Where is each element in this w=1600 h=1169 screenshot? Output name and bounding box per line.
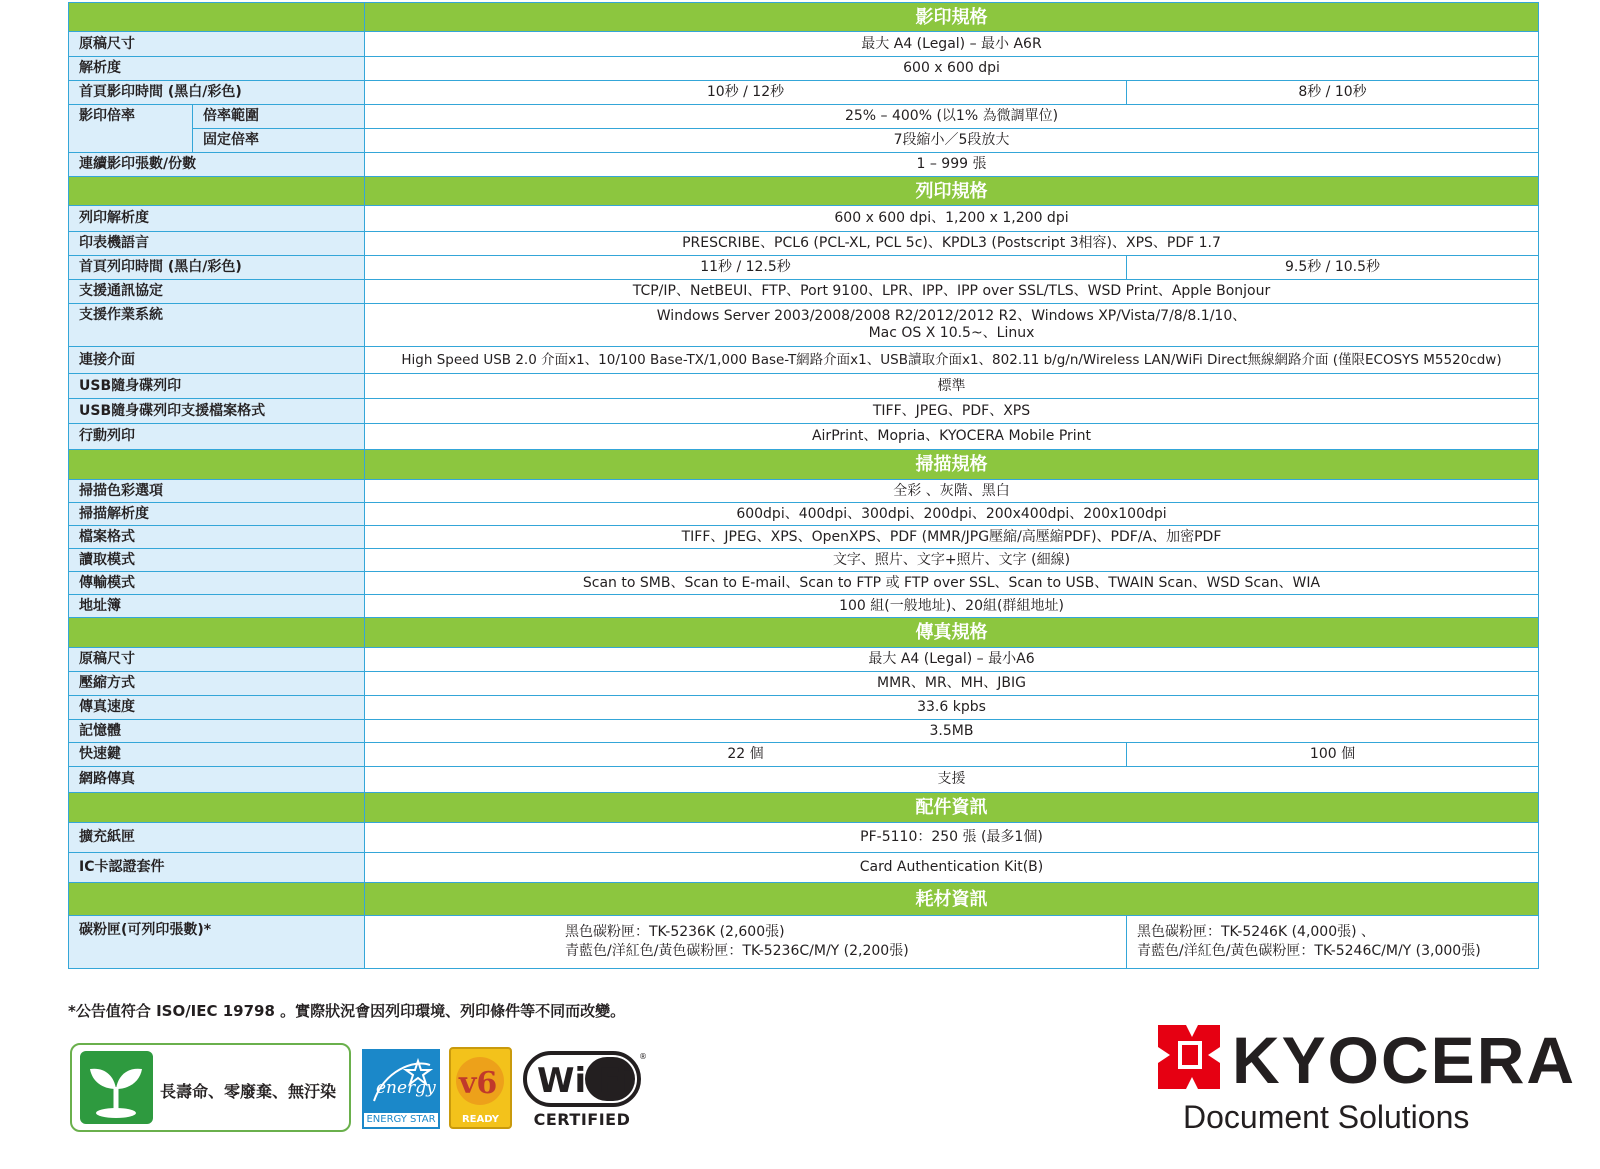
table-row xyxy=(69,129,1539,153)
row-label: 地址簿 xyxy=(69,595,365,618)
row-label: 支援作業系統 xyxy=(69,304,365,347)
table-row xyxy=(69,672,1539,696)
table-row xyxy=(69,105,1539,129)
row-value: 25% – 400% (以1% 為微調單位) xyxy=(365,105,1539,129)
row-label: 壓縮方式 xyxy=(69,672,365,696)
energy-star-icon xyxy=(364,1051,438,1113)
table-row xyxy=(69,916,1539,969)
row-value: TIFF、JPEG、XPS、OpenXPS、PDF (MMR/JPG壓縮/高壓縮PDF)、PDF/A、加密PDF xyxy=(365,526,1539,549)
section-title-copy: 影印規格 xyxy=(365,3,1539,32)
section-header-print xyxy=(69,177,1539,206)
os-line-2: Mac OS X 10.5~、Linux xyxy=(868,325,1035,341)
section-title-accessory: 配件資訊 xyxy=(365,793,1539,823)
table-row xyxy=(69,424,1539,450)
row-value: 33.6 kpbs xyxy=(365,696,1539,720)
row-label: 檔案格式 xyxy=(69,526,365,549)
footnote: *公告值符合 ISO/IEC 19798 。實際狀況會因列印環境、列印條件等不同而改變。 xyxy=(68,1002,626,1020)
table-row xyxy=(69,206,1539,232)
table-row xyxy=(69,767,1539,793)
table-row xyxy=(69,720,1539,743)
section-header-copy xyxy=(69,3,1539,32)
row-value: Card Authentication Kit(B) xyxy=(365,853,1539,883)
row-value: 最大 A4 (Legal) – 最小 A6R xyxy=(365,32,1539,57)
row-label: 連接介面 xyxy=(69,347,365,374)
ipv6-ready-logo xyxy=(449,1047,512,1129)
row-label-zoom: 影印倍率 xyxy=(69,105,193,153)
eco-badge xyxy=(70,1043,351,1132)
row-label: 連續影印張數/份數 xyxy=(69,153,365,177)
row-label: 掃描色彩選項 xyxy=(69,480,365,503)
table-row xyxy=(69,696,1539,720)
row-label: 擴充紙匣 xyxy=(69,823,365,853)
wifi-label: CERTIFIED xyxy=(533,1110,631,1129)
wifi-certified-logo xyxy=(523,1049,645,1131)
toner-b-line-2: 青藍色/洋紅色/黃色碳粉匣：TK-5246C/M/Y (3,000張) xyxy=(1137,943,1481,959)
row-value: Scan to SMB、Scan to E-mail、Scan to FTP 或 FTP over SSL、Scan to USB、TWAIN Scan、WSD Scan、WIA xyxy=(365,572,1539,595)
row-value: 支援 xyxy=(365,767,1539,793)
row-value: 100 組(一般地址)、20組(群組地址) xyxy=(365,595,1539,618)
table-row xyxy=(69,81,1539,105)
row-label: 首頁影印時間 (黑白/彩色) xyxy=(69,81,365,105)
row-sublabel: 倍率範圍 xyxy=(193,105,365,129)
table-row xyxy=(69,549,1539,572)
eco-text: 長壽命、零廢棄、無汙染 xyxy=(160,1082,337,1101)
ipv6-icon xyxy=(451,1049,510,1113)
row-value: 1 – 999 張 xyxy=(365,153,1539,177)
table-row xyxy=(69,232,1539,256)
row-label: 掃描解析度 xyxy=(69,503,365,526)
row-label: 傳輸模式 xyxy=(69,572,365,595)
table-row xyxy=(69,57,1539,81)
row-value xyxy=(365,304,1539,347)
kyocera-mark-icon xyxy=(1158,1025,1220,1089)
table-row xyxy=(69,399,1539,424)
table-row xyxy=(69,526,1539,549)
section-header-accessory xyxy=(69,793,1539,823)
section-title-supplies: 耗材資訊 xyxy=(365,883,1539,916)
row-value-b: 9.5秒 / 10.5秒 xyxy=(1127,256,1539,280)
toner-a-line-2: 青藍色/洋紅色/黃色碳粉匣：TK-5236C/M/Y (2,200張) xyxy=(565,943,909,959)
row-label: 原稿尺寸 xyxy=(69,32,365,57)
row-value: MMR、MR、MH、JBIG xyxy=(365,672,1539,696)
row-value: PF-5110：250 張 (最多1個) xyxy=(365,823,1539,853)
wifi-icon xyxy=(523,1049,645,1109)
toner-value-a xyxy=(365,916,1127,969)
table-row xyxy=(69,280,1539,304)
row-value: 文字、照片、文字+照片、文字 (細線) xyxy=(365,549,1539,572)
row-label: USB隨身碟列印 xyxy=(69,374,365,399)
row-label: 列印解析度 xyxy=(69,206,365,232)
section-title-print: 列印規格 xyxy=(365,177,1539,206)
row-label: 原稿尺寸 xyxy=(69,648,365,672)
table-row xyxy=(69,153,1539,177)
table-row xyxy=(69,256,1539,280)
row-label: IC卡認證套件 xyxy=(69,853,365,883)
sprout-icon xyxy=(80,1051,153,1124)
table-row xyxy=(69,503,1539,526)
row-label: 網路傳真 xyxy=(69,767,365,793)
table-row xyxy=(69,304,1539,347)
toner-b-line-1: 黑色碳粉匣：TK-5246K (4,000張) 、 xyxy=(1137,924,1376,940)
row-label: 傳真速度 xyxy=(69,696,365,720)
row-value: PRESCRIBE、PCL6 (PCL-XL, PCL 5c)、KPDL3 (Postscript 3相容)、XPS、PDF 1.7 xyxy=(365,232,1539,256)
table-row xyxy=(69,480,1539,503)
table-row xyxy=(69,572,1539,595)
toner-value-b xyxy=(1127,916,1539,969)
table-row xyxy=(69,595,1539,618)
kyocera-wordmark: KYOCERA xyxy=(1232,1023,1577,1097)
row-label: 支援通訊協定 xyxy=(69,280,365,304)
wifi-text: Wi Fi xyxy=(537,1061,633,1101)
svg-text:®: ® xyxy=(639,1052,647,1061)
row-value-b: 8秒 / 10秒 xyxy=(1127,81,1539,105)
table-row xyxy=(69,32,1539,57)
row-label: 解析度 xyxy=(69,57,365,81)
row-value: TIFF、JPEG、PDF、XPS xyxy=(365,399,1539,424)
table-row xyxy=(69,853,1539,883)
row-value: 3.5MB xyxy=(365,720,1539,743)
row-value: AirPrint、Mopria、KYOCERA Mobile Print xyxy=(365,424,1539,450)
row-value-b: 100 個 xyxy=(1127,743,1539,767)
row-value-a: 22 個 xyxy=(365,743,1127,767)
table-row xyxy=(69,823,1539,853)
energy-star-script: energy xyxy=(376,1078,436,1098)
os-line-1: Windows Server 2003/2008/2008 R2/2012/2012 R2、Windows XP/Vista/7/8/8.1/10、 xyxy=(656,308,1247,324)
row-value: 最大 A4 (Legal) – 最小A6 xyxy=(365,648,1539,672)
row-label: 碳粉匣(可列印張數)* xyxy=(69,916,365,969)
section-header-supplies xyxy=(69,883,1539,916)
row-label: 讀取模式 xyxy=(69,549,365,572)
section-header-fax xyxy=(69,618,1539,648)
table-row xyxy=(69,743,1539,767)
row-value: TCP/IP、NetBEUI、FTP、Port 9100、LPR、IPP、IPP over SSL/TLS、WSD Print、Apple Bonjour xyxy=(365,280,1539,304)
section-header-scan xyxy=(69,450,1539,480)
row-value: High Speed USB 2.0 介面x1、10/100 Base-TX/1,000 Base-T網路介面x1、USB讀取介面x1、802.11 b/g/n/Wireless LAN/WiFi Direct無線網路介面 (僅限ECOSYS M5520cdw) xyxy=(365,347,1539,374)
energy-star-logo xyxy=(362,1049,440,1129)
row-value: 標準 xyxy=(365,374,1539,399)
ipv6-text: v6 xyxy=(459,1066,498,1101)
table-row xyxy=(69,648,1539,672)
row-value: 全彩 、灰階、黑白 xyxy=(365,480,1539,503)
row-label: 記憶體 xyxy=(69,720,365,743)
row-label: 快速鍵 xyxy=(69,743,365,767)
row-value: 7段縮小／5段放大 xyxy=(365,129,1539,153)
table-row xyxy=(69,347,1539,374)
row-sublabel: 固定倍率 xyxy=(193,129,365,153)
row-label: 印表機語言 xyxy=(69,232,365,256)
row-value-a: 10秒 / 12秒 xyxy=(365,81,1127,105)
energy-star-label: ENERGY STAR xyxy=(364,1113,438,1127)
ipv6-label: READY xyxy=(461,1114,500,1125)
table-row xyxy=(69,374,1539,399)
kyocera-subtitle: Document Solutions xyxy=(1183,1099,1470,1135)
kyocera-logo xyxy=(1158,1015,1577,1097)
row-value-a: 11秒 / 12.5秒 xyxy=(365,256,1127,280)
section-title-fax: 傳真規格 xyxy=(365,618,1539,648)
row-label: 首頁列印時間 (黑白/彩色) xyxy=(69,256,365,280)
section-title-scan: 掃描規格 xyxy=(365,450,1539,480)
row-label: USB隨身碟列印支援檔案格式 xyxy=(69,399,365,424)
toner-a-line-1: 黑色碳粉匣：TK-5236K (2,600張) xyxy=(565,924,785,940)
row-label: 行動列印 xyxy=(69,424,365,450)
row-value: 600dpi、400dpi、300dpi、200dpi、200x400dpi、200x100dpi xyxy=(365,503,1539,526)
row-value: 600 x 600 dpi xyxy=(365,57,1539,81)
row-value: 600 x 600 dpi、1,200 x 1,200 dpi xyxy=(365,206,1539,232)
spec-table xyxy=(68,2,1539,969)
